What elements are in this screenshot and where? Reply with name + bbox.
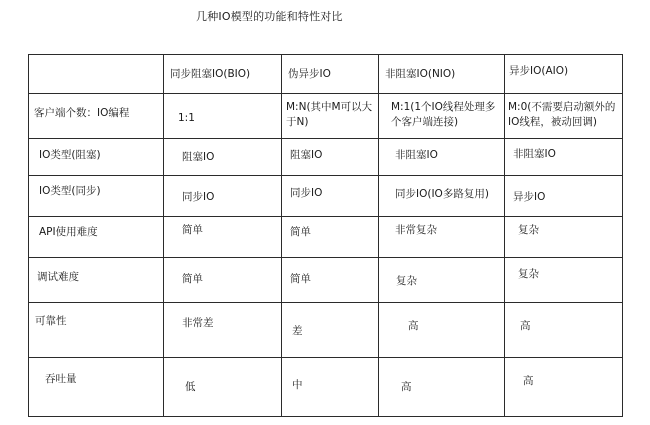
row-label: 客户端个数：IO编程 — [29, 94, 164, 139]
cell-pseudo-async: M:N(其中M可以大于N) — [282, 94, 379, 139]
cell-bio: 简单 — [164, 258, 282, 303]
cell-aio: 高 — [505, 303, 623, 358]
header-cell-nio: 非阻塞IO(NIO) — [379, 55, 505, 94]
cell-aio: M:0(不需要启动额外的IO线程，被动回调) — [505, 94, 623, 139]
cell-bio: 同步IO — [164, 176, 282, 217]
cell-aio: 异步IO — [505, 176, 623, 217]
cell-bio: 1:1 — [164, 94, 282, 139]
table-row — [29, 303, 623, 358]
table-row — [29, 139, 623, 176]
row-label: 调试难度 — [29, 258, 164, 303]
table-row — [29, 176, 623, 217]
cell-pseudo-async: 差 — [282, 303, 379, 358]
cell-aio: 高 — [505, 358, 623, 417]
header-cell-aio: 异步IO(AIO) — [505, 55, 623, 94]
io-model-comparison-table — [28, 54, 623, 417]
row-label: 可靠性 — [29, 303, 164, 358]
row-label: IO类型(阻塞) — [29, 139, 164, 176]
table-row — [29, 217, 623, 258]
cell-pseudo-async: 同步IO — [282, 176, 379, 217]
cell-nio: 复杂 — [379, 258, 505, 303]
cell-nio: 同步IO(IO多路复用) — [379, 176, 505, 217]
cell-pseudo-async: 简单 — [282, 217, 379, 258]
row-label: API使用难度 — [29, 217, 164, 258]
cell-nio: 非阻塞IO — [379, 139, 505, 176]
cell-aio: 非阻塞IO — [505, 139, 623, 176]
row-label: 吞吐量 — [29, 358, 164, 417]
cell-nio: 高 — [379, 358, 505, 417]
table-row — [29, 94, 623, 139]
cell-bio: 简单 — [164, 217, 282, 258]
header-cell-bio: 同步阻塞IO(BIO) — [164, 55, 282, 94]
table-row — [29, 358, 623, 417]
cell-bio: 非常差 — [164, 303, 282, 358]
cell-bio: 阻塞IO — [164, 139, 282, 176]
cell-nio: 高 — [379, 303, 505, 358]
header-cell-pseudo-async: 伪异步IO — [282, 55, 379, 94]
cell-nio: 非常复杂 — [379, 217, 505, 258]
row-label: IO类型(同步) — [29, 176, 164, 217]
cell-aio: 复杂 — [505, 258, 623, 303]
cell-nio: M:1(1个IO线程处理多个客户端连接) — [379, 94, 505, 139]
cell-pseudo-async: 中 — [282, 358, 379, 417]
cell-pseudo-async: 阻塞IO — [282, 139, 379, 176]
cell-pseudo-async: 简单 — [282, 258, 379, 303]
table-header-row — [29, 55, 623, 94]
table-row — [29, 258, 623, 303]
page-title: 几种IO模型的功能和特性对比 — [196, 10, 343, 23]
cell-bio: 低 — [164, 358, 282, 417]
header-cell-empty — [29, 55, 164, 94]
cell-aio: 复杂 — [505, 217, 623, 258]
